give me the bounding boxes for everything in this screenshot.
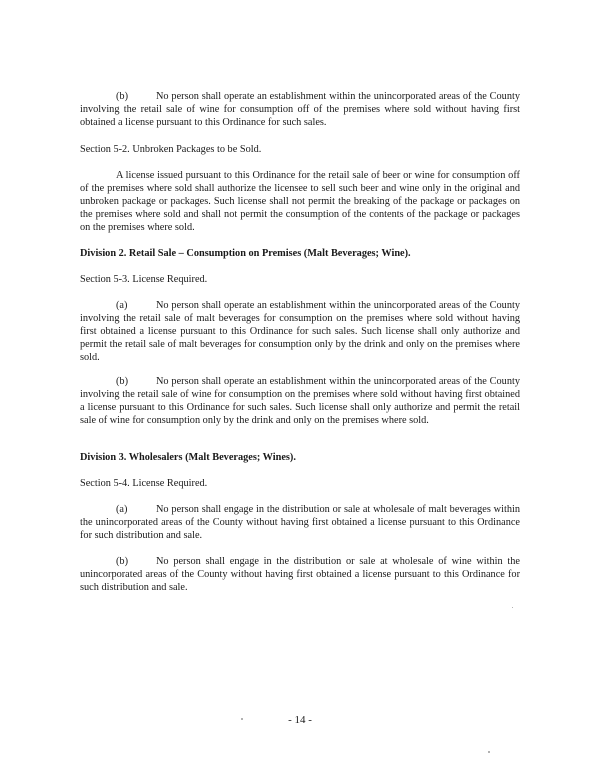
paragraph-label: (b) — [116, 556, 129, 567]
paragraph-label: (b) — [116, 91, 129, 102]
paragraph-label: (b) — [116, 376, 129, 387]
scan-speck — [512, 607, 513, 608]
paragraph-5-1-b — [80, 90, 520, 129]
scan-speck — [241, 718, 243, 720]
paragraph-5-4-b — [80, 555, 520, 594]
section-5-3-heading: Section 5-3. License Required. — [80, 274, 208, 285]
paragraph-5-3-a — [80, 299, 520, 364]
paragraph-text: No person shall operate an establishment within the unincorporated areas of the County involving the retail sale of malt beverages for consumption on the premises where sold without having first obtained a license pursuant to this Ordinance for such sales. Such license shall only authorize and permit the retail sale of malt beverages for consumption only by the drink and only on the premises where sold. — [80, 300, 520, 364]
paragraph-5-3-b — [80, 375, 520, 427]
paragraph-text: No person shall operate an establishment within the unincorporated areas of the County involving the retail sale of wine for consumption off of the premises where sold without having first obtained a license pursuant to this Ordinance for such sales. — [80, 91, 520, 129]
section-5-2-heading: Section 5-2. Unbroken Packages to be Sold. — [80, 144, 262, 155]
scan-speck — [488, 751, 490, 753]
section-5-4-heading: Section 5-4. License Required. — [80, 478, 208, 489]
paragraph-5-4-a — [80, 503, 520, 542]
paragraph-label: (a) — [116, 300, 128, 311]
division-2-heading: Division 2. Retail Sale – Consumption on Premises (Malt Beverages; Wine). — [80, 248, 411, 259]
paragraph-5-2: A license issued pursuant to this Ordinance for the retail sale of beer or wine for consumption off of the premises where sold shall authorize the licensee to sell such beer and wine only in the original and unbroken package or packages. Such license shall not permit the breaking of the package or packages on the premises where sold and shall not permit the consumption of the contents of the package or packages on the premises where sold. — [80, 170, 520, 234]
page-number: - 14 - — [288, 714, 312, 726]
paragraph-label: (a) — [116, 504, 128, 515]
paragraph-text: No person shall engage in the distribution or sale at wholesale of malt beverages within the unincorporated areas of the County without having first obtained a license pursuant to this Ordinance for such distribution and sale. — [80, 504, 520, 542]
division-3-heading: Division 3. Wholesalers (Malt Beverages; Wines). — [80, 452, 296, 463]
paragraph-text: No person shall operate an establishment within the unincorporated areas of the County involving the retail sale of wine for consumption on the premises where sold without having first obtained a license pursuant to this Ordinance for such sales. Such license shall only authorize and permit the retail sale of wine for consumption only by the drink and only on the premises where sold. — [80, 376, 520, 427]
paragraph-text: No person shall engage in the distribution or sale at wholesale of wine within the unincorporated areas of the County without having first obtained a license pursuant to this Ordinance for such distribution and sale. — [80, 556, 520, 594]
